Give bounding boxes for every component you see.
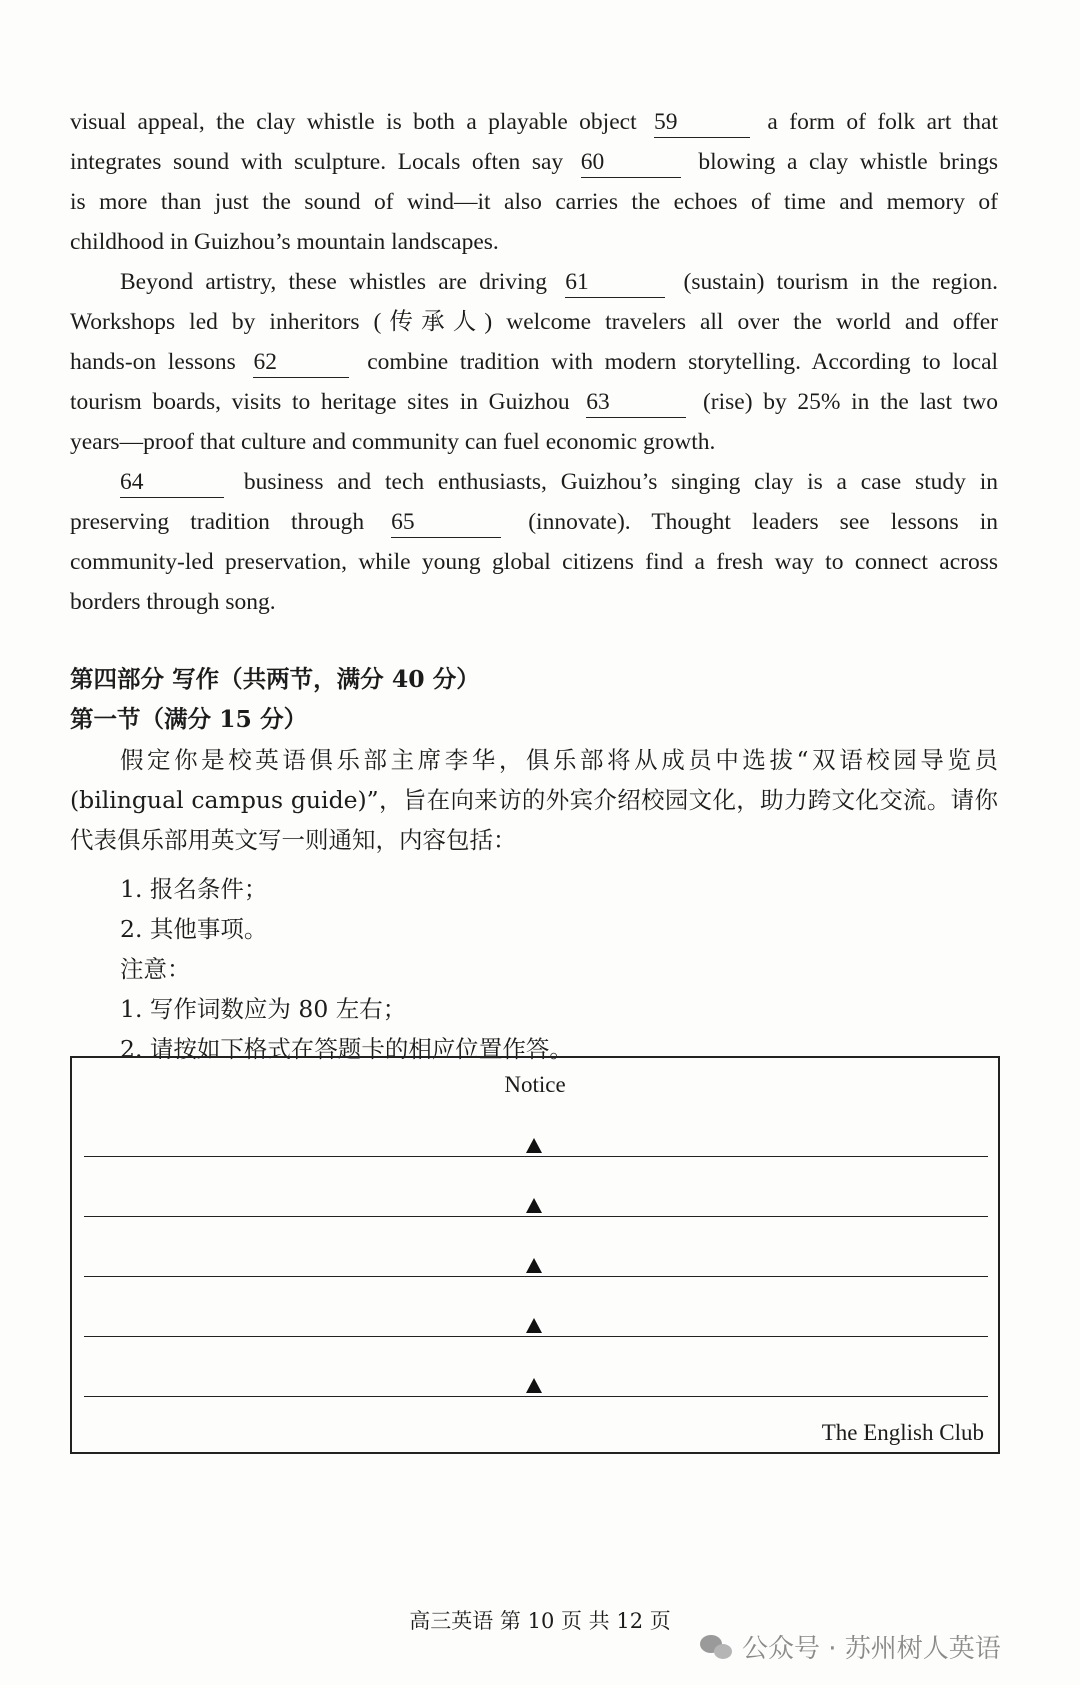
text-line: Workshops led by inheritors (传承人) welcome travelers all over the world and offer — [70, 309, 998, 335]
requirement-item: 2. 其他事项。 — [120, 915, 268, 943]
text: Beyond artistry, these whistles are driving — [120, 269, 548, 295]
text-line: childhood in Guizhou’s mountain landscapes. — [70, 229, 499, 255]
blank-62[interactable]: 62 — [253, 347, 349, 378]
writing-prompt — [70, 740, 998, 860]
blank-60[interactable]: 60 — [581, 147, 681, 178]
wechat-icon — [700, 1633, 734, 1661]
paragraph-3 — [70, 462, 998, 622]
part-title: 第四部分 写作（共两节，满分 40 分） — [70, 665, 480, 693]
writing-line[interactable] — [84, 1336, 988, 1337]
answer-box — [70, 1056, 1000, 1454]
prompt-line: 假定你是校英语俱乐部主席李华，俱乐部将从成员中选拔“双语校园导览员 — [120, 746, 998, 774]
text: (rise) by 25% in the last two — [702, 389, 999, 415]
note-item: 2. 请按如下格式在答题卡的相应位置作答。 — [120, 1035, 573, 1063]
requirement-item: 1. 报名条件； — [120, 875, 268, 903]
text: combine tradition with modern storytelling. According to local — [367, 349, 999, 375]
paragraph-2 — [70, 262, 998, 462]
blank-65[interactable]: 65 — [391, 507, 501, 538]
text: business and tech enthusiasts, Guizhou’s singing clay is a case study in — [243, 469, 999, 495]
page-footer: 高三英语 第 10 页 共 12 页 — [409, 1609, 671, 1633]
text: preserving tradition through — [70, 509, 365, 535]
text-line: community-led preservation, while young global citizens find a fresh way to connect across — [70, 549, 998, 575]
writing-line[interactable] — [84, 1216, 988, 1217]
text: tourism boards, visits to heritage sites in Guizhou — [70, 389, 570, 415]
note-item: 1. 写作词数应为 80 左右； — [120, 995, 407, 1023]
blank-64[interactable]: 64 — [120, 467, 224, 498]
notice-title: Notice — [504, 1072, 566, 1097]
triangle-icon — [526, 1378, 542, 1393]
blank-61[interactable]: 61 — [565, 267, 665, 298]
text: blowing a clay whistle brings — [698, 149, 999, 175]
blank-59[interactable]: 59 — [654, 107, 750, 138]
text-line: borders through song. — [70, 589, 276, 615]
prompt-line: (bilingual campus guide)”，旨在向来访的外宾介绍校园文化，助力跨文化交流。请你 — [70, 786, 998, 814]
text: integrates sound with sculpture. Locals often say — [70, 149, 564, 175]
text: a form of folk art that — [767, 109, 999, 135]
note-label: 注意： — [120, 955, 191, 983]
prompt-line: 代表俱乐部用英文写一则通知，内容包括： — [70, 826, 517, 854]
text-line: years—proof that culture and community can fuel economic growth. — [70, 429, 716, 455]
triangle-icon — [526, 1318, 542, 1333]
writing-line[interactable] — [84, 1156, 988, 1157]
text: (sustain) tourism in the region. — [683, 269, 999, 295]
watermark-text: 公众号 · 苏州树人英语 — [742, 1634, 1001, 1664]
blank-63[interactable]: 63 — [586, 387, 686, 418]
text: hands-on lessons — [70, 349, 236, 375]
watermark — [700, 1628, 1001, 1665]
triangle-icon — [526, 1258, 542, 1273]
signoff: The English Club — [821, 1420, 984, 1445]
triangle-icon — [526, 1198, 542, 1213]
writing-line[interactable] — [84, 1276, 988, 1277]
paragraph-1 — [70, 102, 998, 262]
text: (innovate). Thought leaders see lessons in — [528, 509, 998, 535]
section-title: 第一节（满分 15 分） — [70, 705, 308, 733]
writing-line[interactable] — [84, 1396, 988, 1397]
text: visual appeal, the clay whistle is both a playable object — [70, 109, 637, 135]
triangle-icon — [526, 1138, 542, 1153]
text-line: is more than just the sound of wind—it also carries the echoes of time and memory of — [70, 189, 998, 215]
